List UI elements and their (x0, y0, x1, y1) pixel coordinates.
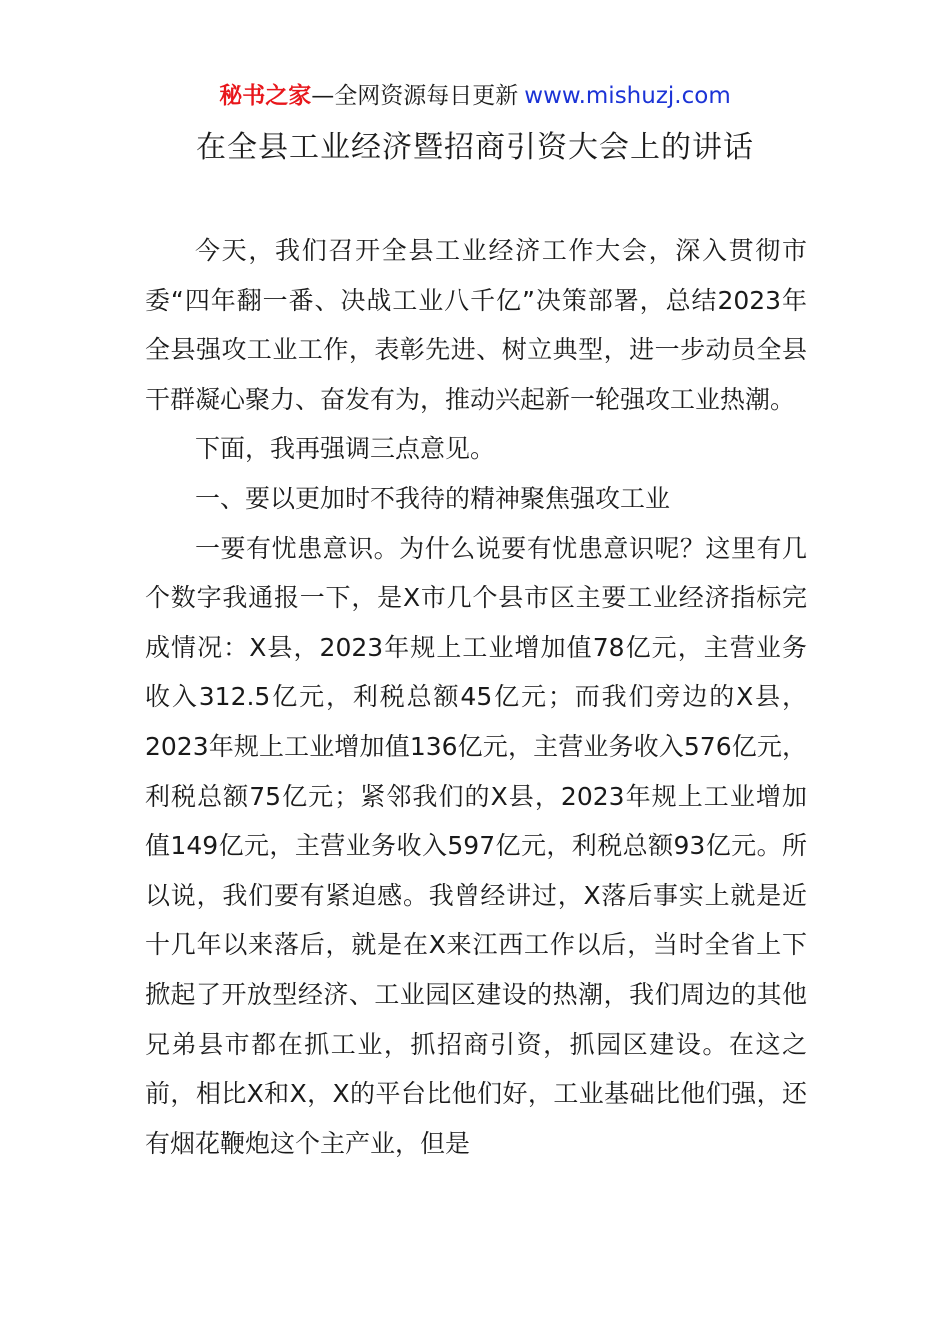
paragraph-body: 一要有忧患意识。为什么说要有忧患意识呢？这里有几个数字我通报一下，是X市几个县市区主要工业经济指标完成情况：X县，2023年规上工业增加值78亿元，主营业务收入312.5亿元，利税总额45亿元；而我们旁边的X县，2023年规上工业增加值136亿元，主营业务收入576亿元，利税总额75亿元；紧邻我们的X县，2023年规上工业增加值149亿元，主营业务收入597亿元，利税总额93亿元。所以说，我们要有紧迫感。我曾经讲过，X落后事实上就是近十几年以来落后，就是在X来江西工作以后，当时全省上下掀起了开放型经济、工业园区建设的热潮，我们周边的其他兄弟县市都在抓工业，抓招商引资，抓园区建设。在这之前，相比X和X，X的平台比他们好，工业基础比他们强，还有烟花鞭炮这个主产业，但是 (145, 533, 807, 1158)
paragraph-transition: 下面，我再强调三点意见。 (195, 434, 496, 464)
paragraph-intro: 今天，我们召开全县工业经济工作大会，深入贯彻市委“四年翻一番、决战工业八千亿”决策部署，总结2023年全县强攻工业工作，表彰先进、树立典型，进一步动员全县干群凝心聚力、奋发有为，推动兴起新一轮强攻工业热潮。 (145, 236, 807, 414)
document-title: 在全县工业经济暨招商引资大会上的讲话 (196, 130, 754, 165)
site-url-link[interactable]: www.mishuzj.com (524, 83, 731, 109)
section-heading-1: 一、要以更加时不我待的精神聚焦强攻工业 (195, 483, 671, 513)
site-brand: 秘书之家 (219, 83, 312, 109)
site-tagline: —全网资源每日更新 (311, 83, 519, 109)
document-body (145, 226, 807, 1168)
site-header (0, 80, 950, 112)
